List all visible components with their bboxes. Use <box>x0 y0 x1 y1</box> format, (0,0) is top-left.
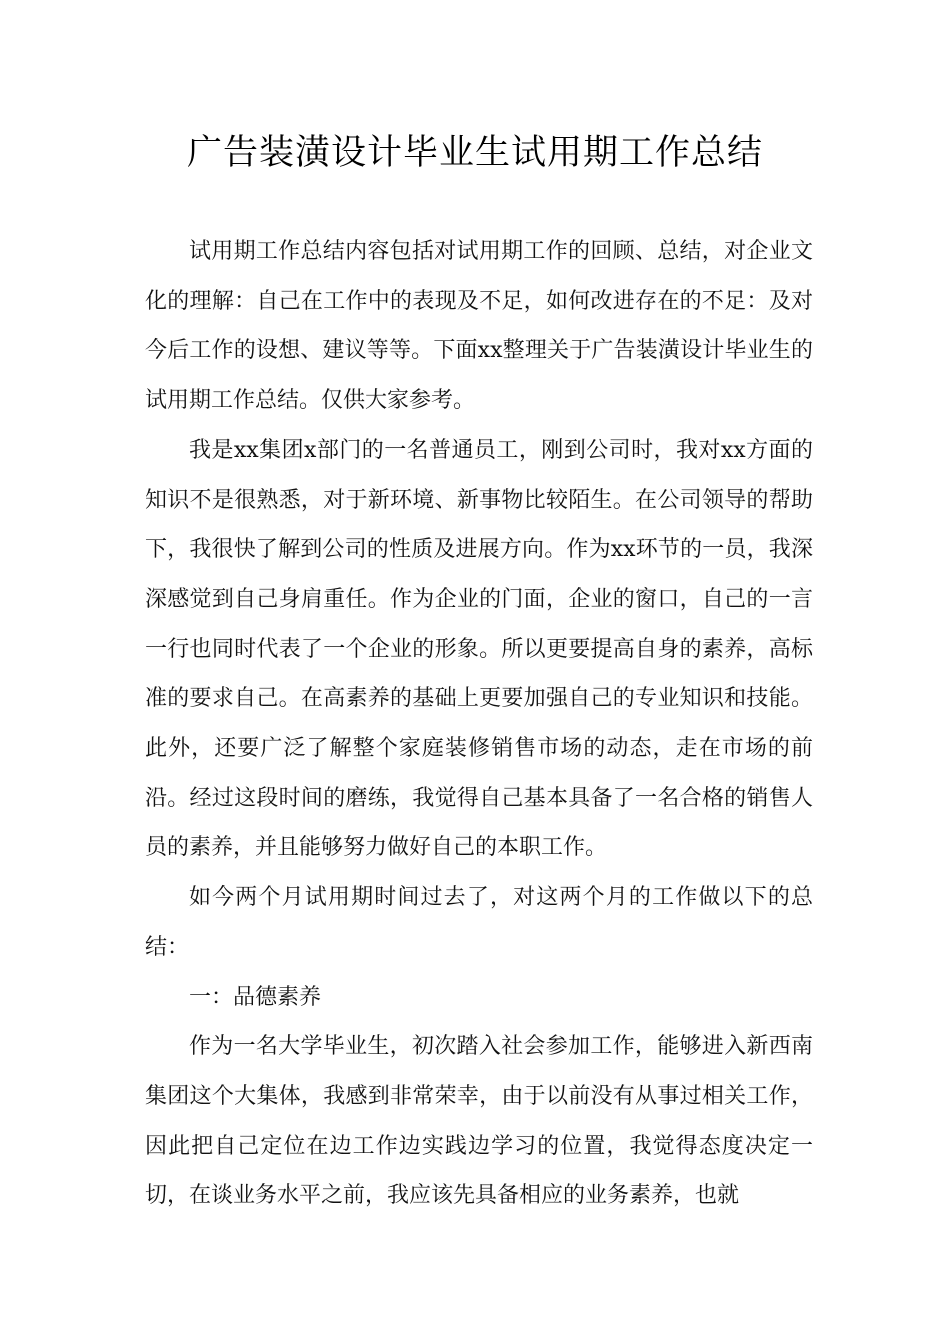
document-title: 广告装潢设计毕业生试用期工作总结 <box>186 133 763 173</box>
paragraph-intro: 试用期工作总结内容包括对试用期工作的回顾、总结，对企业文化的理解：自己在工作中的表现及不足，如何改进存在的不足：及对今后工作的设想、建议等等。下面xx整理关于广告装潢设计毕业生的试用期工作总结。仅供大家参考。 <box>145 239 813 414</box>
section-heading-moral-quality: 一：品德素养 <box>189 984 322 1010</box>
paragraph-summary-lead: 如今两个月试用期时间过去了，对这两个月的工作做以下的总结： <box>145 885 813 960</box>
paragraph-self-introduction: 我是xx集团x部门的一名普通员工，刚到公司时，我对xx方面的知识不是很熟悉，对于新环境、新事物比较陌生。在公司领导的帮助下，我很快了解到公司的性质及进展方向。作为xx环节的一员，我深深感觉到自己身肩重任。作为企业的门面，企业的窗口，自己的一言一行也同时代表了一个企业的形象。所以更要提高自身的素养，高标准的要求自己。在高素养的基础上更要加强自己的专业知识和技能。此外，还要广泛了解整个家庭装修销售市场的动态，走在市场的前沿。经过这段时间的磨练，我觉得自己基本具备了一名合格的销售人员的素养，并且能够努力做好自己的本职工作。 <box>145 437 813 861</box>
paragraph-moral-quality: 作为一名大学毕业生，初次踏入社会参加工作，能够进入新西南集团这个大集体，我感到非常荣幸，由于以前没有从事过相关工作，因此把自己定位在边工作边实践边学习的位置，我觉得态度决定一切，在谈业务水平之前，我应该先具备相应的业务素养，也就 <box>145 1034 813 1209</box>
document-body <box>145 227 813 1221</box>
